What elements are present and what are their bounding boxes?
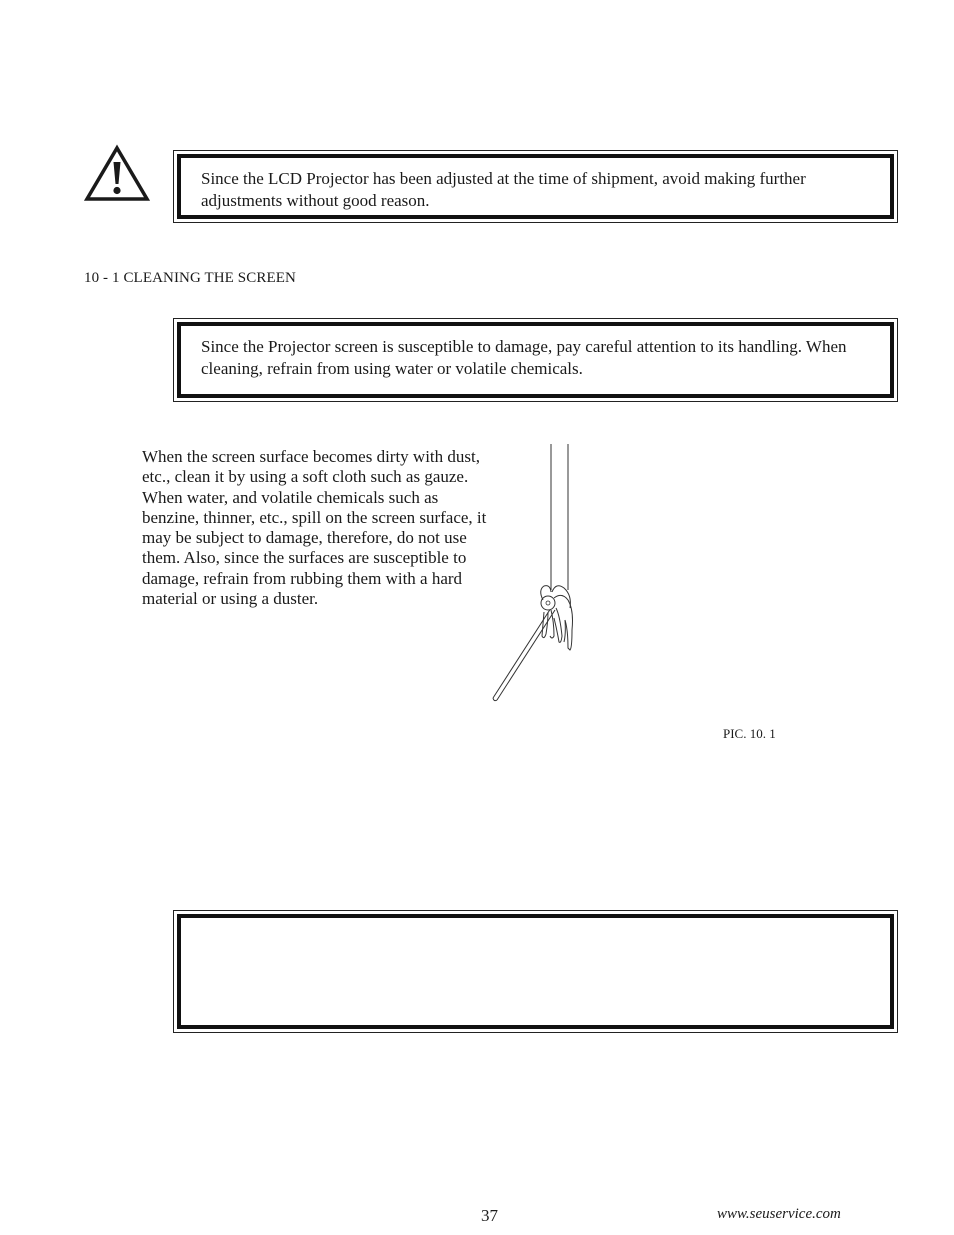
caution-notice-border — [177, 322, 894, 398]
caution-notice-box — [173, 318, 898, 402]
duster-illustration-icon — [488, 440, 588, 706]
empty-notice-border — [177, 914, 894, 1029]
warning-triangle-icon — [84, 144, 150, 202]
warning-notice-box — [173, 150, 898, 223]
section-heading: 10 - 1 CLEANING THE SCREEN — [84, 270, 296, 286]
empty-notice-box — [173, 910, 898, 1033]
figure-caption: PIC. 10. 1 — [723, 726, 776, 741]
warning-notice-border — [177, 154, 894, 219]
page-number: 37 — [481, 1206, 498, 1225]
cleaning-instructions-paragraph: When the screen surface becomes dirty with dust, etc., clean it by using a soft cloth such as gauze. When water, and volatile chemicals such as benzine, thinner, etc., spill on the screen surface, it may be subject to damage, therefore, do not use them. Also, since the surfaces are susceptible to damage, refrain from rubbing them with a hard material or using a duster. — [142, 447, 487, 609]
caution-notice-text: Since the Projector screen is susceptible to damage, pay careful attention to its handling. When cleaning, refrain from using water or volatile chemicals. — [201, 337, 847, 378]
warning-notice-text: Since the LCD Projector has been adjusted at the time of shipment, avoid making further adjustments without good reason. — [201, 169, 806, 210]
website-url: www.seuservice.com — [717, 1206, 841, 1222]
